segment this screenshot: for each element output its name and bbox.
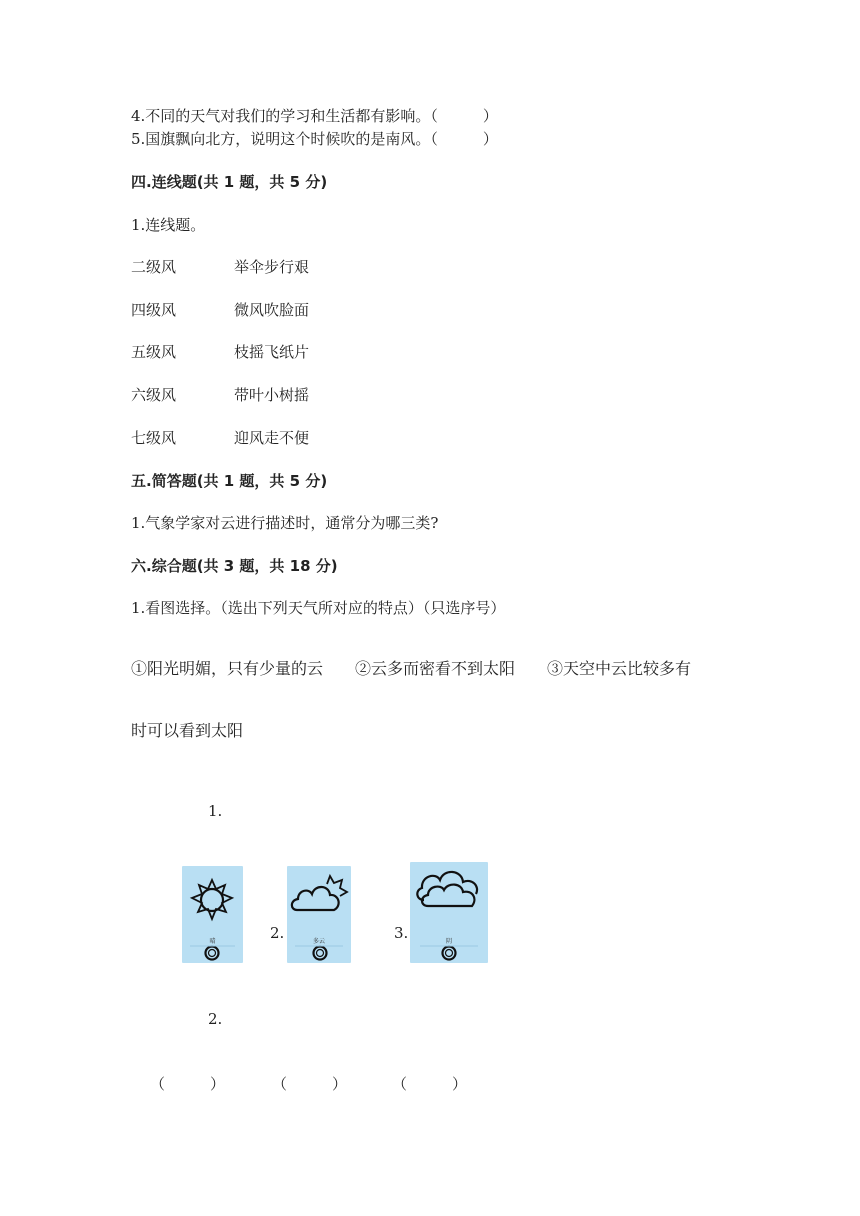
section4-heading: 四.连线题(共 1 题，共 5 分) bbox=[131, 173, 328, 191]
wind-level-5: 七级风 bbox=[131, 429, 177, 447]
card-caption-overcast: 阴 bbox=[445, 938, 452, 945]
section6-question: 1.看图选择。（选出下列天气所对应的特点）（只选序号） bbox=[131, 599, 506, 617]
section4-question: 1.连线题。 bbox=[131, 216, 206, 234]
partly-cloudy-icon bbox=[287, 866, 351, 963]
weather-card-partly-cloudy bbox=[287, 866, 351, 963]
section5-question: 1.气象学家对云进行描述时，通常分为哪三类? bbox=[131, 514, 439, 532]
wind-level-2: 四级风 bbox=[131, 301, 177, 319]
weather-card-overcast bbox=[410, 862, 488, 963]
card-caption-sunny: 晴 bbox=[209, 938, 216, 945]
judge-item-5: 5.国旗飘向北方，说明这个时候吹的是南风。（ ） bbox=[131, 130, 498, 148]
wind-desc-3: 枝摇飞纸片 bbox=[234, 343, 310, 361]
answer-blank-3[interactable]: （ ） bbox=[392, 1075, 468, 1093]
answer-blank-1[interactable]: （ ） bbox=[150, 1075, 226, 1093]
wind-desc-1: 举伞步行艰 bbox=[234, 258, 310, 276]
wind-level-4: 六级风 bbox=[131, 386, 177, 404]
wind-desc-4: 带叶小树摇 bbox=[234, 386, 310, 404]
sub2-label: 2. bbox=[208, 1010, 223, 1028]
wind-level-1: 二级风 bbox=[131, 258, 177, 276]
wind-desc-2: 微风吹脸面 bbox=[234, 301, 310, 319]
judge-item-4: 4.不同的天气对我们的学习和生活都有影响。（ ） bbox=[131, 107, 498, 125]
answer-blank-2[interactable]: （ ） bbox=[272, 1075, 348, 1093]
weather-card-sunny bbox=[182, 866, 243, 963]
sub1-label: 1. bbox=[208, 802, 223, 820]
wind-desc-5: 迎风走不便 bbox=[234, 429, 310, 447]
sun-icon bbox=[182, 866, 243, 963]
section6-heading: 六.综合题(共 3 题，共 18 分) bbox=[131, 557, 338, 575]
card-caption-partly-cloudy: 多云 bbox=[312, 938, 325, 945]
card-label-3: 3. bbox=[394, 924, 409, 942]
section6-options-line2: 时可以看到太阳 bbox=[131, 721, 244, 740]
section5-heading: 五.简答题(共 1 题，共 5 分) bbox=[131, 472, 328, 490]
overcast-icon bbox=[410, 862, 488, 963]
wind-level-3: 五级风 bbox=[131, 343, 177, 361]
card-label-2: 2. bbox=[270, 924, 285, 942]
section6-options-line1: ①阳光明媚，只有少量的云 ②云多而密看不到太阳 ③天空中云比较多有 bbox=[131, 659, 692, 678]
